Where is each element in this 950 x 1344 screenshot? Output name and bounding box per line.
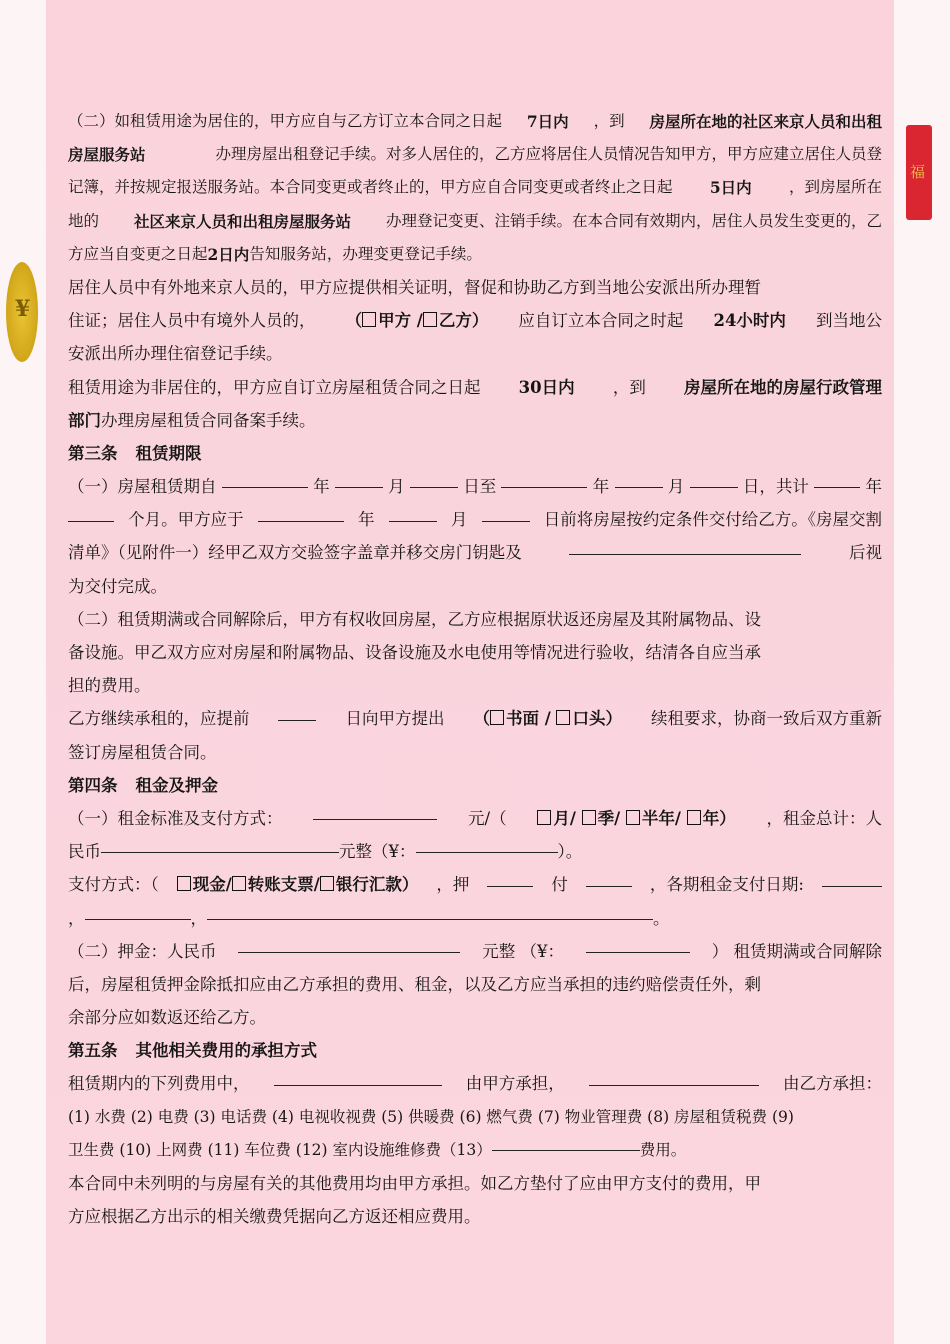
text-line bbox=[68, 1101, 882, 1134]
text: 7日内 bbox=[526, 112, 569, 131]
text-line bbox=[68, 1001, 882, 1034]
text-line bbox=[68, 171, 882, 204]
option-label: 转账支票/ bbox=[247, 875, 320, 895]
text: ， bbox=[190, 908, 207, 928]
article-number: 第四条 bbox=[68, 775, 118, 795]
text: 签订房屋租赁合同。 bbox=[68, 742, 217, 762]
text: 年 bbox=[358, 510, 375, 530]
text: 方应当自变更之日起 bbox=[68, 244, 208, 263]
checkbox[interactable] bbox=[232, 876, 246, 891]
fill-blank-pay-date-1[interactable] bbox=[822, 868, 882, 886]
fill-blank-handover-items[interactable] bbox=[569, 536, 801, 554]
text: 续租要求，协商一致后双方重新 bbox=[650, 709, 882, 729]
option-group bbox=[537, 802, 735, 835]
text: 备设施。甲乙双方应对房屋和附属物品、设备设施及水电使用等情况进行验收，结清各自应当承 bbox=[68, 643, 761, 662]
text: 民币 bbox=[68, 842, 101, 862]
text: ，租金总计：人 bbox=[766, 808, 882, 828]
text: 房屋所在地的社区来京人员和出租 bbox=[649, 112, 882, 131]
fill-blank-notice-days[interactable] bbox=[278, 702, 316, 720]
text-line bbox=[68, 503, 882, 536]
fill-blank-start-day[interactable] bbox=[410, 470, 458, 488]
fill-blank-rent-amount[interactable] bbox=[313, 802, 437, 820]
article-title: 其他相关费用的承担方式 bbox=[135, 1041, 317, 1061]
checkbox[interactable] bbox=[582, 810, 596, 825]
text: 应自订立本合同之时起 bbox=[518, 311, 684, 331]
text-line bbox=[68, 902, 882, 935]
text: （一）租金标准及支付方式： bbox=[68, 808, 283, 828]
checkbox[interactable] bbox=[687, 810, 701, 825]
option-label: 半年/ bbox=[641, 808, 687, 828]
fill-blank-delivery-day[interactable] bbox=[482, 503, 530, 521]
text: 由甲方承担， bbox=[465, 1074, 565, 1094]
text: 安派出所办理住宿登记手续。 bbox=[68, 344, 283, 364]
article-title: 租金及押金 bbox=[135, 775, 218, 795]
text-line bbox=[68, 636, 882, 669]
text: 支付方式：（ bbox=[68, 875, 159, 895]
text-line bbox=[68, 271, 882, 304]
fill-blank-other-fee[interactable] bbox=[492, 1134, 640, 1151]
checkbox[interactable] bbox=[423, 312, 437, 327]
fill-blank-rent-total-number[interactable] bbox=[416, 835, 558, 853]
text: （ bbox=[345, 311, 363, 331]
option-group bbox=[346, 304, 489, 337]
text: ，到 bbox=[593, 112, 625, 130]
article-number: 第三条 bbox=[68, 443, 118, 463]
text-line bbox=[68, 337, 882, 370]
text: 办理房屋租赁合同备案手续。 bbox=[101, 410, 316, 430]
fill-blank-end-month[interactable] bbox=[615, 470, 663, 488]
text: ）。 bbox=[557, 842, 583, 862]
text: 年 bbox=[313, 477, 330, 497]
text-line bbox=[68, 1134, 882, 1167]
text-line bbox=[68, 304, 882, 337]
text: 24小时内 bbox=[713, 311, 786, 331]
text: （ bbox=[473, 709, 490, 729]
checkbox[interactable] bbox=[556, 710, 570, 725]
text: 由乙方承担： bbox=[783, 1074, 882, 1094]
fill-blank-pay-date-2[interactable] bbox=[85, 902, 191, 920]
text: 地的 bbox=[68, 211, 100, 230]
article-heading bbox=[68, 1034, 882, 1067]
option-label: 口头） bbox=[572, 709, 622, 729]
text: 后视 bbox=[849, 543, 882, 563]
text-line bbox=[68, 603, 882, 636]
checkbox[interactable] bbox=[626, 810, 640, 825]
text-line bbox=[68, 238, 882, 271]
text: 卫生费 (10) 上网费 (11) 车位费 (12) 室内设施维修费（13） bbox=[68, 1140, 492, 1159]
text: ） 租赁期满或合同解除 bbox=[711, 941, 882, 961]
red-envelope-decoration: 福 bbox=[906, 125, 932, 220]
option-group bbox=[473, 702, 622, 735]
text: 房屋服务站 bbox=[68, 145, 146, 165]
text: 2日内 bbox=[207, 244, 250, 264]
text: ， bbox=[68, 908, 85, 928]
text: 日，共计 bbox=[742, 477, 809, 497]
text: 月 bbox=[388, 477, 405, 497]
text-line bbox=[68, 935, 882, 968]
article-title: 租赁期限 bbox=[135, 443, 202, 463]
text: 年 bbox=[865, 477, 882, 497]
text: ，到 bbox=[612, 377, 646, 397]
fill-blank-total-years[interactable] bbox=[814, 470, 860, 488]
text: 元整 （¥： bbox=[482, 941, 564, 961]
text: 居住人员中有外地来京人员的，甲方应提供相关证明，督促和协助乙方到当地公安派出所办理暂 bbox=[68, 277, 761, 297]
text: 个月。甲方应于 bbox=[128, 510, 244, 530]
text: 租赁期内的下列费用中， bbox=[68, 1074, 250, 1094]
text: 费用。 bbox=[639, 1140, 687, 1159]
fill-blank-delivery-month[interactable] bbox=[389, 503, 437, 521]
text-line bbox=[68, 404, 882, 437]
fill-blank-deposit-number[interactable] bbox=[586, 935, 690, 953]
text: 本合同中未列明的与房屋有关的其他费用均由甲方承担。如乙方垫付了应由甲方支付的费用，甲 bbox=[68, 1174, 761, 1193]
text: 日至 bbox=[463, 477, 497, 497]
option-label: 年） bbox=[702, 808, 736, 828]
article-number: 第五条 bbox=[68, 1041, 118, 1061]
text: 余部分应如数返还给乙方。 bbox=[68, 1008, 266, 1028]
article-heading bbox=[68, 437, 882, 470]
text: 月 bbox=[450, 510, 468, 530]
text: (1) 水费 (2) 电费 (3) 电话费 (4) 电视收视费 (5) 供暖费 (6) 燃气费 (7) 物业管理费 (8) 房屋租赁税费 (9) bbox=[68, 1107, 794, 1126]
contract-body bbox=[68, 105, 882, 1233]
text: （二）押金：人民币 bbox=[68, 941, 217, 961]
text-line bbox=[68, 669, 882, 702]
text-line bbox=[68, 105, 882, 138]
text: ，到房屋所在 bbox=[788, 178, 882, 197]
text: 办理登记变更、注销手续。在本合同有效期内，居住人员发生变更的，乙 bbox=[385, 211, 882, 230]
text-line bbox=[68, 968, 882, 1001]
text-line bbox=[68, 1200, 882, 1233]
checkbox[interactable] bbox=[537, 810, 551, 825]
text: 记簿，并按规定报送服务站。本合同变更或者终止的，甲方应自合同变更或者终止之日起 bbox=[68, 178, 673, 197]
text: 房屋所在地的房屋行政管理 bbox=[683, 377, 882, 397]
checkbox[interactable] bbox=[177, 876, 191, 891]
text: 乙方继续承租的，应提前 bbox=[68, 709, 250, 729]
fill-blank-pay-months[interactable] bbox=[586, 868, 632, 886]
text: 日前将房屋按约定条件交付给乙方。《房屋交割 bbox=[543, 510, 882, 530]
text: 后，房屋租赁押金除抵扣应由乙方承担的费用、租金，以及乙方应当承担的违约赔偿责任外，剩 bbox=[68, 974, 761, 994]
text: 清单》（见附件一）经甲乙双方交验签字盖章并移交房门钥匙及 bbox=[68, 543, 522, 563]
option-label: 季/ bbox=[597, 808, 626, 828]
option-label: 银行汇款） bbox=[335, 875, 419, 895]
text: 到当地公 bbox=[816, 311, 882, 331]
text: 方应根据乙方出示的相关缴费凭据向乙方返还相应费用。 bbox=[68, 1207, 481, 1227]
text: 元整（¥： bbox=[339, 842, 416, 862]
gold-coin-decoration: ¥ bbox=[6, 262, 38, 362]
text-line bbox=[68, 835, 882, 868]
text-line bbox=[68, 702, 882, 735]
fill-blank-deposit-words[interactable] bbox=[238, 935, 460, 953]
fill-blank-party-b-fees[interactable] bbox=[589, 1067, 759, 1085]
text-line bbox=[68, 1067, 882, 1100]
text-line bbox=[68, 736, 882, 769]
fill-blank-start-year[interactable] bbox=[222, 470, 308, 488]
text-line bbox=[68, 205, 882, 238]
fill-blank-end-year[interactable] bbox=[501, 470, 587, 488]
text: 部门 bbox=[68, 410, 101, 430]
text: ，押 bbox=[436, 875, 470, 895]
fill-blank-end-day[interactable] bbox=[690, 470, 738, 488]
fill-blank-pay-date-3[interactable] bbox=[207, 902, 653, 920]
fill-blank-party-a-fees[interactable] bbox=[274, 1067, 442, 1085]
text-line bbox=[68, 470, 882, 503]
option-label: 甲方 / bbox=[378, 311, 423, 331]
option-label: 乙方） bbox=[438, 311, 489, 331]
text-line bbox=[68, 570, 882, 603]
text: 元/（ bbox=[468, 808, 507, 828]
text-line bbox=[68, 868, 882, 901]
checkbox[interactable] bbox=[362, 312, 376, 327]
text: （二）租赁期满或合同解除后，甲方有权收回房屋，乙方应根据原状返还房屋及其附属物品、设 bbox=[68, 609, 761, 629]
text: （一）房屋租赁期自 bbox=[68, 477, 217, 497]
fill-blank-total-months[interactable] bbox=[68, 503, 114, 521]
text: 为交付完成。 bbox=[68, 576, 167, 596]
checkbox[interactable] bbox=[490, 710, 504, 725]
text-line bbox=[68, 536, 882, 569]
option-group bbox=[177, 868, 419, 901]
text-line bbox=[68, 371, 882, 404]
fill-blank-deposit-months[interactable] bbox=[487, 868, 533, 886]
text: 5日内 bbox=[709, 178, 752, 198]
text: 办理房屋出租登记手续。对多人居住的，乙方应将居住人员情况告知甲方，甲方应建立居住人员登 bbox=[215, 145, 882, 164]
fill-blank-delivery-year[interactable] bbox=[258, 503, 344, 521]
text: 月 bbox=[667, 477, 685, 497]
fill-blank-start-month[interactable] bbox=[335, 470, 383, 488]
text: 担的费用。 bbox=[68, 676, 151, 696]
text-line bbox=[68, 802, 882, 835]
left-margin bbox=[0, 0, 46, 1344]
text: ，各期租金支付日期: bbox=[649, 875, 804, 895]
text: 租赁用途为非居住的，甲方应自订立房屋租赁合同之日起 bbox=[68, 377, 481, 397]
checkbox[interactable] bbox=[320, 876, 334, 891]
text: 付 bbox=[551, 875, 568, 895]
text: 年 bbox=[592, 477, 610, 497]
text: 日向甲方提出 bbox=[345, 709, 445, 729]
fill-blank-rent-total-words[interactable] bbox=[101, 835, 339, 853]
text-line bbox=[68, 1167, 882, 1200]
text-line bbox=[68, 138, 882, 171]
text: 社区来京人员和出租房屋服务站 bbox=[133, 211, 351, 231]
option-label: 月/ bbox=[553, 808, 582, 828]
text: 告知服务站，办理变更登记手续。 bbox=[249, 244, 482, 263]
option-label: 现金/ bbox=[192, 875, 232, 895]
text: 30日内 bbox=[518, 377, 575, 397]
text: （二）如租赁用途为居住的，甲方应自与乙方订立本合同之日起 bbox=[68, 112, 503, 130]
contract-page bbox=[46, 0, 894, 1344]
text: 住证；居住人员中有境外人员的， bbox=[68, 311, 316, 331]
option-label: 书面 / bbox=[505, 709, 557, 729]
text: 。 bbox=[653, 908, 670, 928]
article-heading bbox=[68, 769, 882, 802]
